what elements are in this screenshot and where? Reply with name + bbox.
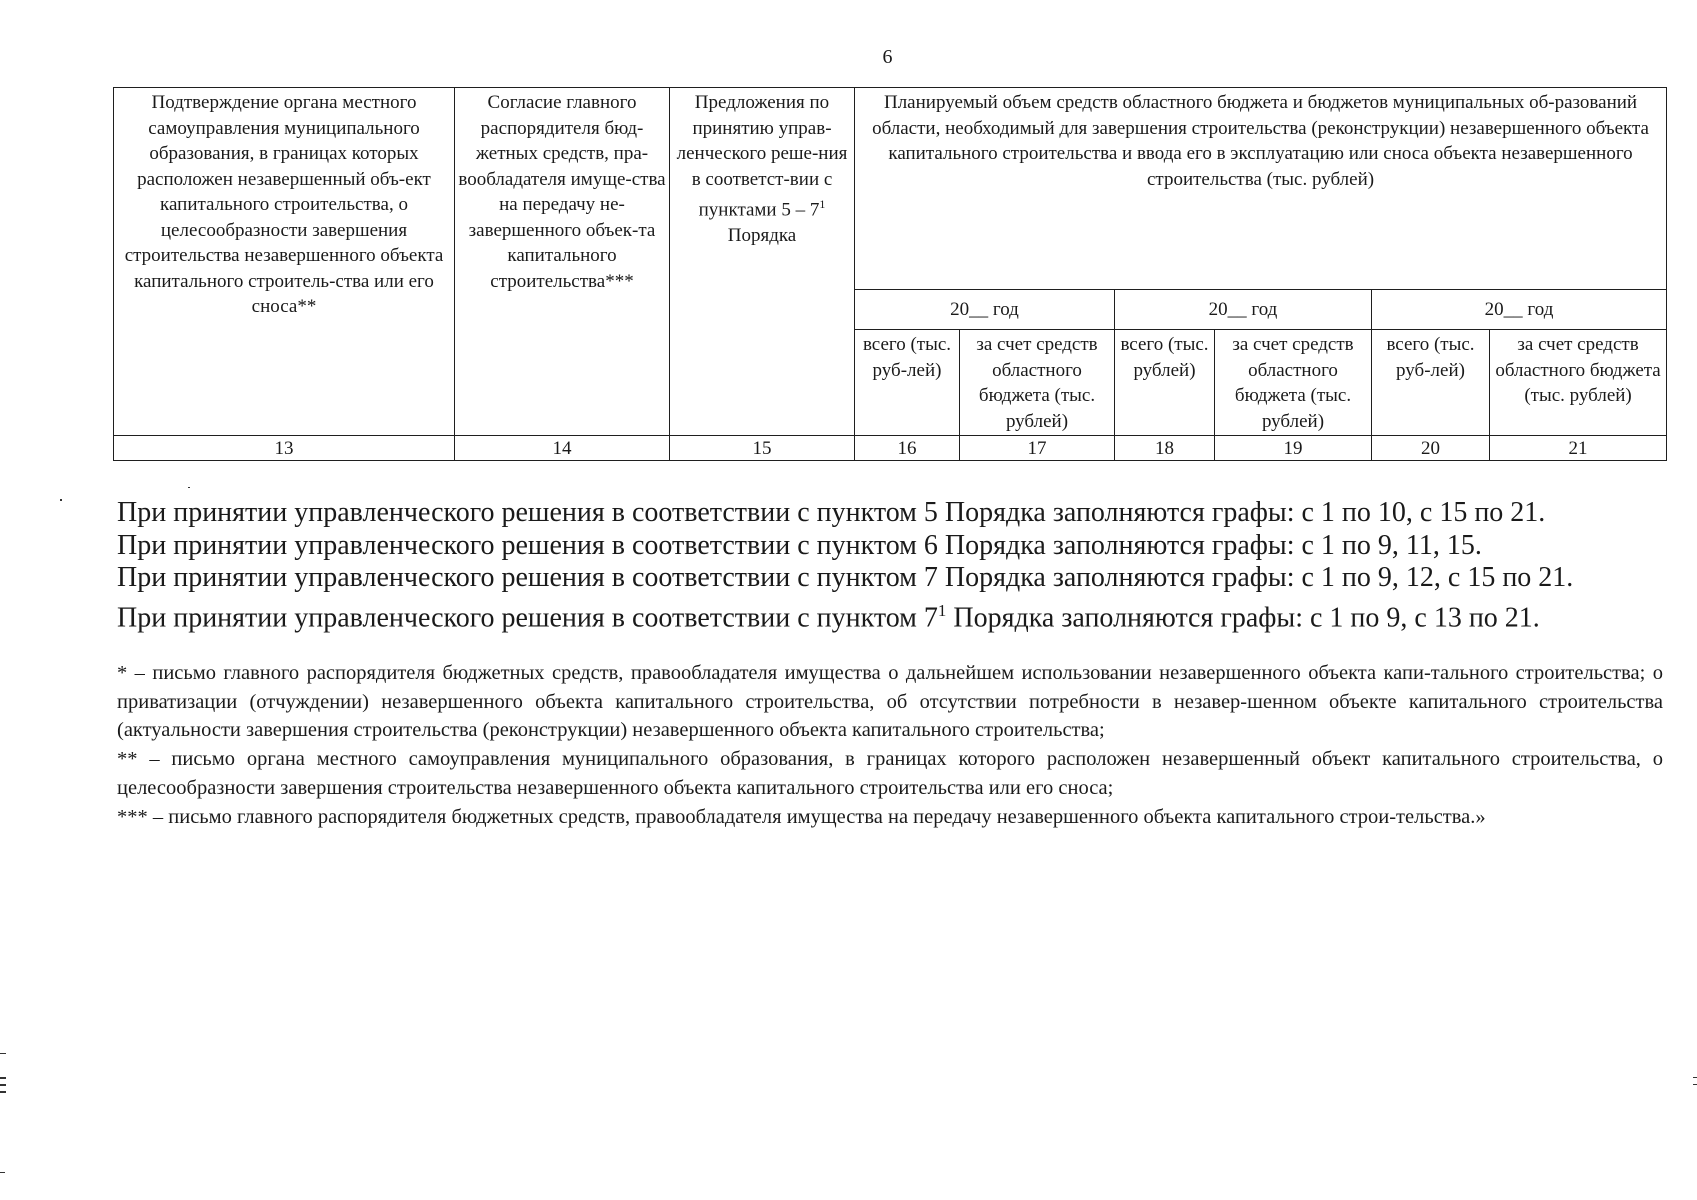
filling-rule-text: При принятии управленческого решения в соответствии с пунктом 7 [117,601,938,633]
header-col-14: Согласие главного распорядителя бюд-жетных средств, пра-вообладателя имуще-ства на передачу не-завершенного объек-та капитального строительства*** [455,88,670,436]
header-col-13: Подтверждение органа местного самоуправления муниципального образования, в границах которых расположен незавершенный объ-ект капитального строительства, о целесообразности завершения строительства незавершенного объекта капитального строитель-ства или его сноса** [114,88,455,436]
column-numbers-row [114,436,1667,461]
filling-rule-paragraph [117,595,1677,635]
subcol-total: всего (тыс. рублей) [1115,330,1215,436]
margin-mark [1693,1084,1697,1085]
filling-rules [117,497,1677,634]
header-planned-volume: Планируемый объем средств областного бюджета и бюджетов муниципальных об-разований области, необходимый для завершения строительства (реконструкции) незавершенного объекта капитального строительства и ввода его в эксплуатацию или сноса объекта незавершенного строительства (тыс. рублей) [855,88,1667,290]
page-number: 6 [882,46,893,68]
margin-mark [0,1053,6,1054]
scan-dot [188,487,190,488]
column-number: 19 [1215,436,1372,461]
subcol-regional-budget: за счет средств областного бюджета (тыс. рублей) [960,330,1115,436]
year-header: 20__ год [1372,290,1667,330]
footnotes [117,659,1663,831]
column-number: 20 [1372,436,1490,461]
subcol-total: всего (тыс. руб-лей) [855,330,960,436]
header-col-15-text: Предложения по принятию управ-ленческого реше-ния в соответст-вии с пунктами 5 – 7 [676,92,848,221]
scan-dot [60,499,62,501]
year-header: 20__ год [1115,290,1372,330]
footnote: ** – письмо органа местного самоуправления муниципального образования, в границах которого расположен незавершенный объект капитального строительства, о целесообразности завершения строительства незавершенного объекта капитального строительства или его сноса; [117,748,1663,799]
header-row-top [114,88,1667,290]
column-number: 16 [855,436,960,461]
budget-table [113,87,1667,461]
margin-mark [0,1172,5,1173]
column-number: 18 [1115,436,1215,461]
column-number: 13 [114,436,455,461]
filling-rule-paragraph: При принятии управленческого решения в соответствии с пунктом 6 Порядка заполняются графы: с 1 по 9, 11, 15. [117,529,1482,561]
header-col-15 [670,88,855,436]
footnote: *** – письмо главного распорядителя бюджетных средств, правообладателя имущества на передачу незавершенного объекта капитального строи-тельства.» [117,805,1486,828]
column-number: 15 [670,436,855,461]
margin-mark [1693,1077,1697,1078]
filling-rule-paragraph: При принятии управленческого решения в соответствии с пунктом 5 Порядка заполняются графы: с 1 по 10, с 15 по 21. [117,497,1546,528]
column-number: 17 [960,436,1115,461]
footnote: * – письмо главного распорядителя бюджетных средств, правообладателя имущества о дальнейшем использовании незавершенного объекта капи-тального строительства; о приватизации (отчуждении) незавершенного объекта капитального строительства, об отсутствии потребности в незавер-шенном объекте капитального строительства (актуальности завершения строительства (реконструкции) незавершенного объекта капитального строительства; [117,662,1663,742]
column-number: 21 [1490,436,1667,461]
margin-mark [0,1077,6,1079]
filling-rule-sup: 1 [937,600,947,620]
header-col-15-sup: 1 [819,197,826,211]
filling-rule-paragraph: При принятии управленческого решения в соответствии с пунктом 7 Порядка заполняются графы: с 1 по 9, 12, с 15 по 21. [117,562,1574,593]
subcol-total: всего (тыс. руб-лей) [1372,330,1490,436]
margin-mark [0,1084,6,1086]
subcol-regional-budget: за счет средств областного бюджета (тыс. рублей) [1490,330,1667,436]
column-number: 14 [455,436,670,461]
filling-rule-tail: Порядка заполняются графы: с 1 по 9, с 13 по 21. [946,601,1540,633]
year-header: 20__ год [855,290,1115,330]
margin-mark [0,1091,6,1093]
header-col-15-tail: Порядка [727,224,797,246]
subcol-regional-budget: за счет средств областного бюджета (тыс. рублей) [1215,330,1372,436]
